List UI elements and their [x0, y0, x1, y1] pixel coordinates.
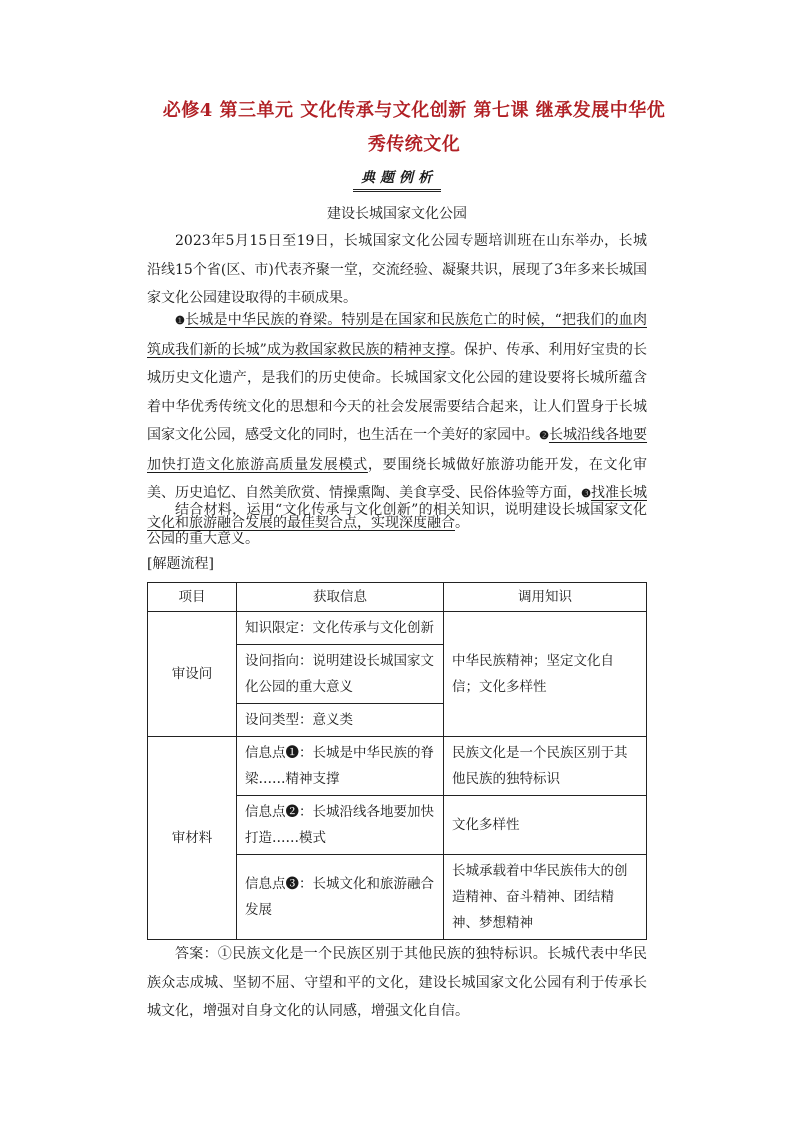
table-row [148, 737, 647, 796]
info-cell: 信息点❷：长城沿线各地要加快打造……模式 [237, 796, 444, 855]
material-text-2: ，要围绕长城做好旅游功能开发，在文化审美、历史追忆、自然美欣赏、情操熏陶、美食享受、民俗体验等方面， [147, 456, 648, 501]
material-text-3: 。 [455, 514, 469, 531]
process-label: [解题流程] [147, 556, 214, 572]
paragraph-intro: 2023年5月15日至19日，长城国家文化公园专题培训班在山东举办，长城沿线15个省(区、市)代表齐聚一堂，交流经验、凝聚共识，展现了3年多来长城国家文化公园建设取得的丰硕成果。 [147, 233, 647, 306]
question-text: 结合材料，运用“文化传承与文化创新”的相关知识，说明建设长城国家文化公园的重大意义。 [147, 502, 647, 547]
category-shesheng: 审设问 [148, 612, 237, 737]
knowledge-cell: 长城承载着中华民族伟大的创造精神、奋斗精神、团结精神、梦想精神 [444, 855, 647, 940]
info-cell: 设问指向：说明建设长城国家文化公园的重大意义 [237, 645, 444, 704]
info-cell: 信息点❶：长城是中华民族的脊梁……精神支撑 [237, 737, 444, 796]
section-badge-text: 典题例析 [353, 167, 441, 192]
material-text-1: 。保护、传承、利用好宝贵的长城历史文化遗产，是我们的历史使命。长城国家文化公园的建设要将长城所蕴含着中华优秀传统文化的思想和今天的社会发展需要结合起来，让人们置身于长城国家文化公园，感受文化的同时，也生活在一个美好的家园中。 [147, 341, 648, 443]
title-line-2: 秀传统文化 [367, 134, 461, 155]
page-title [100, 94, 728, 162]
knowledge-cell: 文化多样性 [444, 796, 647, 855]
process-table [147, 582, 647, 940]
knowledge-cell: 民族文化是一个民族区别于其他民族的独特标识 [444, 737, 647, 796]
answer-text: 答案：①民族文化是一个民族区别于其他民族的独特标识。长城代表中华民族众志成城、坚韧不屈、守望和平的文化，建设长城国家文化公园有利于传承长城文化，增强对自身文化的认同感，增强文化自信。 [147, 946, 647, 1019]
header-cell-info: 获取信息 [237, 583, 444, 612]
table-row [148, 612, 647, 645]
knowledge-cell: 中华民族精神；坚定文化自信；文化多样性 [444, 612, 647, 737]
title-line-1: 必修4 第三单元 文化传承与文化创新 第七课 继承发展中华优 [162, 100, 666, 121]
info-cell: 知识限定：文化传承与文化创新 [237, 612, 444, 645]
info-cell: 信息点❸：长城文化和旅游融合发展 [237, 855, 444, 940]
underline-2: 长城沿线各地要加快打造文化旅游高质量发展模式 [147, 427, 648, 473]
section-badge [0, 167, 794, 192]
material-subtitle: 建设长城国家文化公园 [327, 206, 467, 222]
underline-3: 找准长城文化和旅游融合发展的最佳契合点，实现深度融合 [147, 485, 647, 531]
marker-1: ❶ [175, 314, 186, 327]
marker-3: ❸ [581, 487, 591, 500]
marker-2: ❷ [539, 429, 549, 442]
header-cell-item: 项目 [148, 583, 237, 612]
info-cell: 设问类型：意义类 [237, 704, 444, 737]
table-header-row [148, 583, 647, 612]
category-cailiao: 审材料 [148, 737, 237, 940]
underline-1: 长城是中华民族的脊梁。特别是在国家和民族危亡的时候，“把我们的血肉筑成我们新的长城”成为救国家救民族的精神支撑 [147, 312, 647, 358]
header-cell-knowledge: 调用知识 [444, 583, 647, 612]
